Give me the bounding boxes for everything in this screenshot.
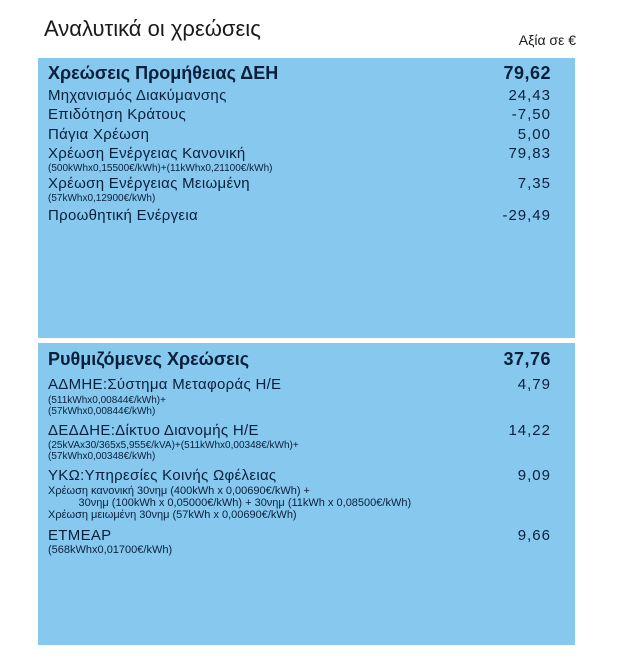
item-label: Προωθητική Ενέργεια — [48, 207, 198, 224]
item-value: -29,49 — [502, 207, 551, 224]
item-label: ΑΔΜΗΕ:Σύστημα Μεταφοράς Η/Ε — [48, 376, 282, 393]
item-value: 9,66 — [517, 527, 551, 544]
item-detail: (25kVAx30/365x5,955€/kVA)+(511kWhx0,00348€/kWh)+ (57kWhx0,00348€/kWh) — [48, 440, 299, 462]
item-value: 5,00 — [517, 126, 551, 143]
item-label: Μηχανισμός Διακύμανσης — [48, 87, 227, 104]
item-value: -7,50 — [511, 106, 551, 123]
item-label: ΥΚΩ:Υπηρεσίες Κοινής Ωφέλειας — [48, 467, 277, 484]
item-value: 79,83 — [508, 145, 551, 162]
item-value: 9,09 — [517, 467, 551, 484]
item-value: 24,43 — [508, 87, 551, 104]
item-value: 7,35 — [517, 175, 551, 192]
value-column-header: Αξία σε € — [518, 32, 576, 48]
regulated-charges-panel — [38, 343, 575, 645]
item-label: Χρέωση Ενέργειας Μειωμένη — [48, 175, 250, 192]
page-title: Αναλυτικά οι χρεώσεις — [44, 16, 261, 41]
regulated-heading: Ρυθμιζόμενες Χρεώσεις — [48, 349, 250, 369]
item-label: Επιδότηση Κράτους — [48, 106, 186, 123]
supply-heading: Χρεώσεις Προμήθειας ΔΕΗ — [48, 63, 279, 83]
item-label: Χρέωση Ενέργειας Κανονική — [48, 145, 246, 162]
item-label: Πάγια Χρέωση — [48, 126, 150, 143]
regulated-total: 37,76 — [503, 349, 551, 369]
item-label: ΕΤΜΕΑΡ — [48, 527, 112, 544]
item-detail: (568kWhx0,01700€/kWh) — [48, 544, 173, 556]
item-value: 4,79 — [517, 376, 551, 393]
supply-charges-panel — [38, 58, 575, 338]
item-value: 14,22 — [508, 422, 551, 439]
supply-total: 79,62 — [503, 63, 551, 83]
item-label: ΔΕΔΔΗΕ:Δίκτυο Διανομής Η/Ε — [48, 422, 259, 439]
item-detail: (57kWhx0,12900€/kWh) — [48, 193, 156, 204]
item-detail: Χρέωση κανονική 30νημ (400kWh x 0,00690€/kWh) + 30νημ (100kWh x 0,05000€/kWh) + 30νημ (11kWh x 0,08500€/kWh) Χρέωση μειωμένη 30νημ (57kWh x 0,00690€/kWh) — [48, 485, 412, 521]
item-detail: (511kWhx0,00844€/kWh)+ (57kWhx0,00844€/kWh) — [48, 395, 166, 417]
item-detail: (500kWhx0,15500€/kWh)+(11kWhx0,21100€/kWh) — [48, 163, 273, 174]
